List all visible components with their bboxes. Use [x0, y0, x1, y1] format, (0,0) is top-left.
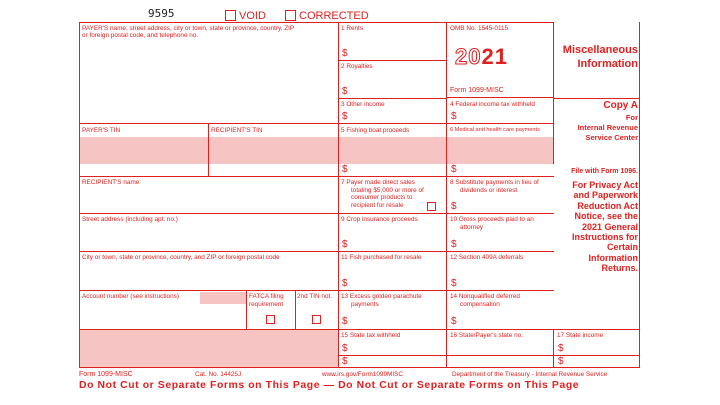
box17-dollar-2[interactable]: $ [558, 356, 564, 367]
fatca-label [249, 293, 284, 308]
copy-irs: Internal Revenue [577, 123, 638, 132]
form-title-2: Information [577, 58, 638, 70]
box13-label [341, 293, 422, 308]
box15-label: 15 State tax withheld [341, 332, 401, 339]
omb-number: OMB No. 1545-0115 [450, 25, 509, 32]
recipient-name-label: RECIPIENT'S name [82, 179, 140, 186]
box8-line: 8 Substitute payments in lieu of [450, 179, 539, 186]
form-name [450, 87, 504, 95]
payer-tin-label: PAYER'S TIN [82, 127, 121, 134]
payer-label-2: or foreign postal code, and telephone no. [82, 32, 199, 39]
box12-label: 12 Section 409A deferrals [450, 254, 524, 261]
footer-dept: Department of the Treasury - Internal Revenue Service [452, 371, 608, 378]
fatca-checkbox[interactable] [266, 315, 275, 324]
footer-banner: Do Not Cut or Separate Forms on This Page — Do Not Cut or Separate Forms on This Page [79, 380, 580, 391]
box14-line: compensation [460, 300, 500, 308]
privacy-notice [572, 180, 638, 274]
box6-label: 6 Medical and health care payments [450, 127, 540, 133]
box17-dollar-1[interactable]: $ [558, 343, 564, 354]
tax-year [455, 46, 508, 68]
box14-dollar[interactable]: $ [451, 316, 457, 327]
box7-label [341, 179, 424, 209]
box2-label: 2 Royalties [341, 63, 373, 70]
box12-dollar[interactable]: $ [451, 278, 457, 289]
box17-label: 17 State income [557, 332, 604, 339]
box8-line: dividends or interest [460, 186, 518, 194]
copy-center: Service Center [585, 133, 638, 142]
fatca-line: FATCA filing [249, 293, 284, 300]
year-suffix: 21 [481, 44, 508, 69]
copy-a: Copy A [603, 100, 638, 111]
box7-checkbox[interactable] [427, 202, 436, 211]
copy-for: For [625, 113, 638, 122]
tin-not-checkbox[interactable] [312, 315, 321, 324]
box8-dollar[interactable]: $ [451, 201, 457, 212]
box14-label [450, 293, 520, 308]
box6-dollar[interactable]: $ [451, 164, 457, 175]
form-title-1: Miscellaneous [562, 44, 638, 56]
box2-dollar[interactable]: $ [342, 86, 348, 97]
box14-line: 14 Nonqualified deferred [450, 293, 520, 300]
box4-dollar[interactable]: $ [451, 111, 457, 122]
form-name-text: Form 1099-MISC [450, 87, 504, 94]
void-label: VOID [239, 10, 266, 22]
box10-dollar[interactable]: $ [451, 239, 457, 250]
privacy-line: Certain [606, 242, 638, 253]
privacy-line: Reduction Act [577, 200, 638, 211]
box7-line: 7 Payer made direct sales [341, 179, 415, 186]
box15-dollar-2[interactable]: $ [342, 356, 348, 367]
privacy-line: 2021 General [581, 221, 638, 232]
box10-label [450, 216, 534, 231]
privacy-line: For Privacy Act [572, 180, 638, 190]
footer-url: www.irs.gov/Form1099MISC [322, 371, 403, 378]
box13-line: 13 Excess golden parachute [341, 293, 422, 300]
tin-not-label: 2nd TIN not. [297, 293, 333, 300]
box10-line: attorney [460, 223, 484, 231]
box8-label [450, 179, 539, 194]
footer-cat: Cat. No. 14425J [195, 371, 242, 378]
box15-dollar-1[interactable]: $ [342, 343, 348, 354]
form-code: 9595 [148, 7, 175, 20]
box4-label: 4 Federal income tax withheld [450, 101, 535, 108]
box11-dollar[interactable]: $ [342, 278, 348, 289]
box16-label: 16 State/Payer's state no. [450, 332, 523, 339]
year-prefix: 20 [455, 44, 482, 69]
box1-label: 1 Rents [341, 25, 364, 32]
box11-label: 11 Fish purchased for resale [341, 254, 422, 261]
fatca-line: requirement [249, 300, 284, 308]
corrected-label: CORRECTED [299, 10, 369, 22]
box7-line: consumer products to [351, 194, 413, 202]
box3-dollar[interactable]: $ [342, 111, 348, 122]
box5-label: 5 Fishing boat proceeds [341, 127, 410, 134]
corrected-checkbox[interactable] [285, 10, 296, 21]
city-label: City or town, state or province, country, and ZIP or foreign postal code [82, 254, 280, 261]
box10-line: 10 Gross proceeds paid to an [450, 216, 534, 223]
privacy-line: Returns. [601, 263, 638, 274]
file-with: File with Form 1096. [571, 168, 638, 175]
box13-dollar[interactable]: $ [342, 316, 348, 327]
box9-dollar[interactable]: $ [342, 239, 348, 250]
privacy-line: Instructions for [571, 232, 638, 243]
recipient-tin-label: RECIPIENT'S TIN [211, 127, 263, 134]
box1-dollar[interactable]: $ [342, 48, 348, 59]
account-label: Account number (see instructions) [82, 293, 179, 300]
box5-dollar[interactable]: $ [342, 164, 348, 175]
box7-line: totaling $5,000 or more of [351, 186, 424, 194]
box3-label: 3 Other income [341, 101, 385, 108]
box13-line: payments [351, 300, 379, 308]
privacy-line: Information [588, 252, 638, 263]
box9-label: 9 Crop insurance proceeds [341, 216, 418, 223]
privacy-line: Notice, see the [574, 211, 638, 222]
box7-line: recipient for resale [351, 201, 404, 209]
payer-label: PAYER'S name, street address, city or town, state or province, country, ZIP [82, 25, 295, 32]
void-checkbox[interactable] [225, 10, 236, 21]
footer-form: Form 1099-MISC [79, 371, 133, 378]
street-label: Street address (including apt. no.) [82, 216, 178, 223]
privacy-line: and Paperwork [573, 190, 638, 201]
